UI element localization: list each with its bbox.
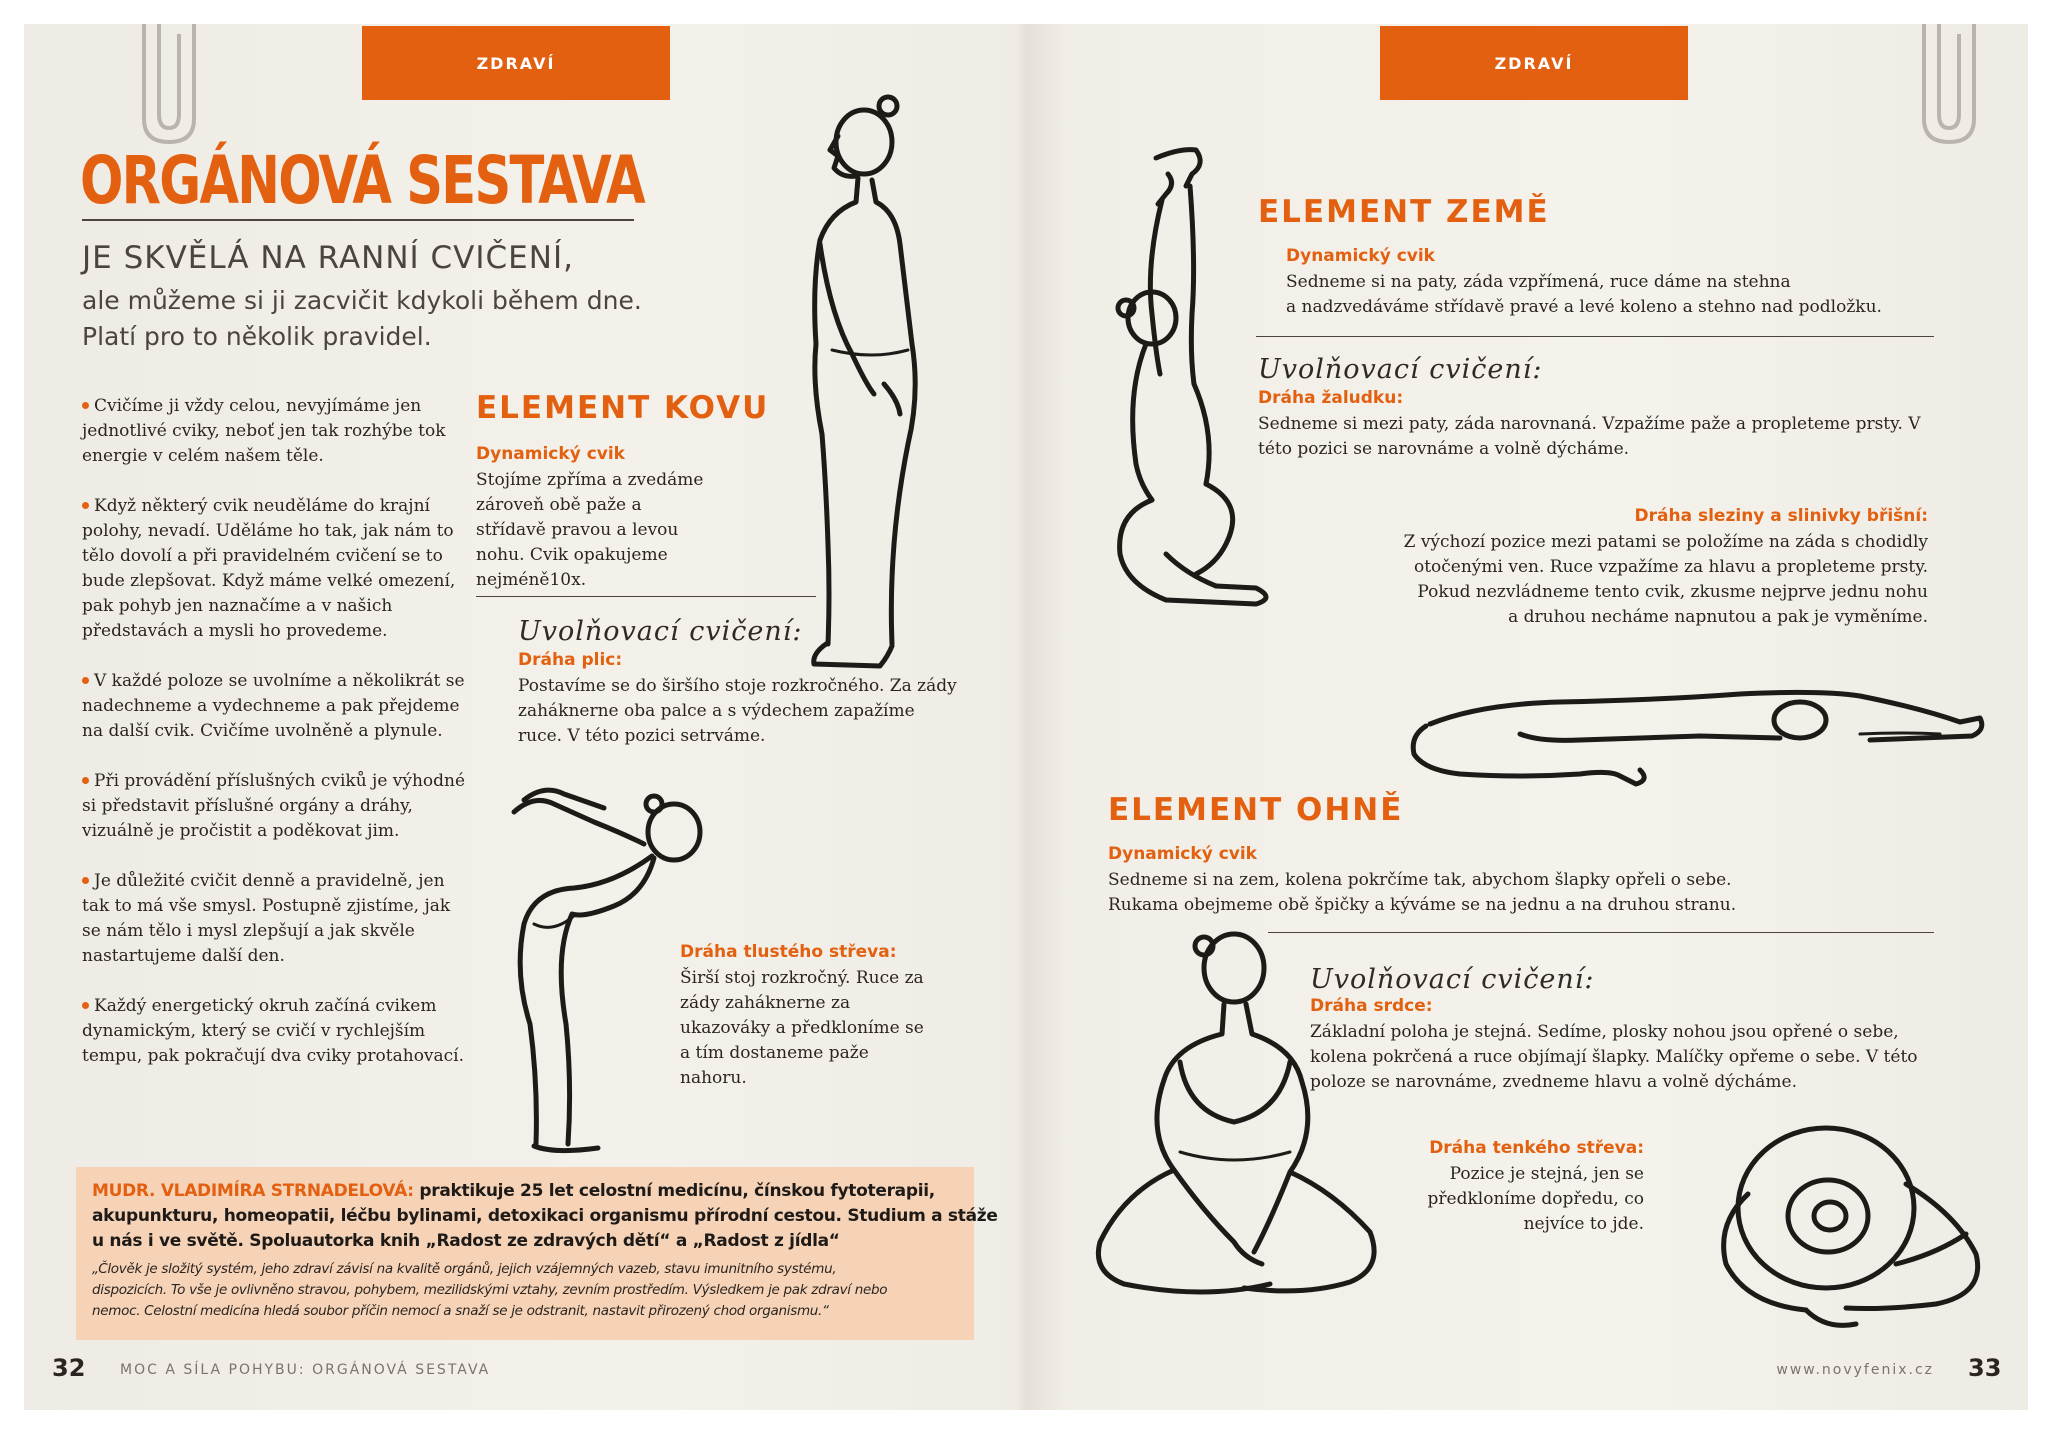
plic-label: Dráha plic: [518,650,623,670]
author-bio-box [76,1167,998,1340]
magazine-spread [24,24,2028,1410]
title-underline [82,219,634,221]
page-title: ORGÁNOVÁ SESTAVA [80,142,644,219]
ohne-dynamic-text-1: Sedneme si na zem, kolena pokrčíme tak, abychom šlapky opřeli o sebe. [1108,870,1732,890]
ohne-dynamic-text-2: Rukama obejmeme obě špičky a kýváme se na jednu a na druhou stranu. [1108,895,1737,915]
zeme-relax-label: Uvolňovací cvičení: [1258,354,1543,385]
rule-item: Každý energetický okruh začíná cvikem dynamickým, který se cvičí v rychlejším tempu, pak pokračují dva cviky protahovací. [82,996,465,1066]
ohne-dynamic-label: Dynamický cvik [1108,844,1257,864]
rule-item: Cvičíme ji vždy celou, nevyjímáme jen jednotlivé cviky, neboť jen tak rozhýbe tok energie v celém našem těle. [82,396,446,466]
kov-dynamic-text: Stojíme zpříma a zvedáme zároveň obě paže a střídavě pravou a levou nohu. Cvik opakujeme nejméně10x. [476,470,704,590]
rule-item: Když některý cvik neuděláme do krajní polohy, nevadí. Uděláme ho tak, jak nám to tělo dovolí a při pravidelném cvičení se to bude zlepšovat. Když máme velké omezení, pak pohyb jen naznačíme a v našich představách a mysli ho provedeme. [82,496,456,641]
element-kovu-heading: ELEMENT KOVU [476,390,770,426]
element-ohne-heading: ELEMENT OHNĚ [1108,792,1404,828]
srdce-text: Základní poloha je stejná. Sedíme, plosky nohou jsou opřené o sebe, kolena pokrčená a ruce objímají šlapky. Malíčky opřeme o sebe. V této poloze se narovnáme, zvedneme hlavu a volně dýcháme. [1310,1022,1918,1092]
paper-clip-left [124,24,234,154]
footer-website: www.novyfenix.cz [1776,1362,1934,1378]
bio-name: MUDR. VLADIMÍRA STRNADELOVÁ: [92,1181,414,1201]
sleziny-label: Dráha sleziny a slinivky břišní: [1634,506,1928,526]
tlusteho-streva-label: Dráha tlustého střeva: [680,942,897,962]
bullet-dot [82,877,89,884]
paper-clip-right [1904,24,2014,154]
forward-bend-figure-illustration [494,764,774,1164]
plic-text: Postavíme se do širšího stoje rozkročného. Za zády zaháknerne oba palce a s výdechem zapažíme ruce. V této pozici setrváme. [518,676,957,746]
zeme-dynamic-label: Dynamický cvik [1286,246,1435,266]
srdce-label: Dráha srdce: [1310,996,1433,1016]
ohne-relax-label: Uvolňovací cvičení: [1310,964,1595,995]
zaludku-text: Sedneme si mezi paty, záda narovnaná. Vzpažíme paže a propleteme prsty. V této pozici se narovnáme a volně dýcháme. [1258,414,1921,459]
kov-dynamic-label: Dynamický cvik [476,444,625,464]
kneeling-arms-up-illustration [1106,134,1316,674]
zeme-divider [1256,336,1934,337]
section-tab-left: ZDRAVÍ [362,26,670,100]
subtitle-caps: JE SKVĚLÁ NA RANNÍ CVIČENÍ, [82,240,574,276]
bullet-dot [82,1002,89,1009]
seated-butterfly-illustration [1084,912,1384,1332]
bullet-dot [82,677,89,684]
rule-item: Při provádění příslušných cviků je výhodné si představit příslušné orgány a dráhy, vizuálně je pročistit a poděkovat jim. [82,771,466,841]
tlusteho-streva-text: Širší stoj rozkročný. Ruce za zády zaháknerne za ukazováky a předkloníme se a tím dostaneme paže nahoru. [680,968,924,1088]
rule-item: Je důležité cvičit denně a pravidelně, jen tak to má vše smysl. Postupně zjistíme, jak se nám tělo i mysl zlepšují a jak skvěle nastartujeme další den. [82,871,451,966]
element-zeme-heading: ELEMENT ZEMĚ [1258,194,1550,230]
page-number-left: 32 [52,1354,86,1382]
rule-item: V každé poloze se uvolníme a několikrát se nadechneme a vydechneme a pak přejdeme na další cvik. Cvičíme uvolněně a plynule. [82,671,465,741]
bullet-dot [82,777,89,784]
zeme-dynamic-text-2: a nadzvedáváme střídavě pravé a levé koleno a stehno nad podložku. [1286,297,1882,317]
tenkeho-streva-text: Pozice je stejná, jen se předkloníme dopředu, co nejvíce to jde. [1427,1164,1644,1234]
page-number-right: 33 [1968,1354,2002,1382]
rules-list [82,394,472,1094]
bullet-dot [82,402,89,409]
footer-section-title: MOC A SÍLA POHYBU: ORGÁNOVÁ SESTAVA [120,1362,491,1378]
bio-quote: „Člověk je složitý systém, jeho zdraví závisí na kvalitě orgánů, jejich vzájemných vazeb, stavu imunitního systému, dispozicích. To vše je ovlivněno stravou, pohybem, mezilidskými vztahy, zevním prostředím. Výsledkem je pak zdraví nebo nemoc. Celostní medicína hledá soubor příčin nemocí a snaží se je odstranit, nastavit přirozený chod organismu.“ [92,1261,888,1319]
sleziny-text: Z výchozí pozice mezi patami se položíme na záda s chodidly otočenými ven. Ruce vzpažíme za hlavu a propleteme prsty. Pokud nezvládneme tento cvik, zkusme nejprve jednu nohu a druhou necháme napnutou a pak je vyměníme. [1403,532,1928,627]
section-tab-right: ZDRAVÍ [1380,26,1688,100]
subtitle-line-3: Platí pro to několik pravidel. [82,322,432,351]
kov-relax-label: Uvolňovací cvičení: [518,616,803,647]
zaludku-label: Dráha žaludku: [1258,388,1404,408]
zeme-dynamic-text-1: Sedneme si na paty, záda vzpřímená, ruce dáme na stehna [1286,272,1791,292]
tenkeho-streva-label: Dráha tenkého střeva: [1429,1138,1644,1158]
curled-forward-fold-illustration [1696,1104,2016,1354]
standing-figure-illustration [772,84,972,704]
kov-divider [476,596,816,597]
subtitle-line-2: ale můžeme si ji zacvičit kdykoli během dne. [82,286,642,315]
bio-text: MUDR. VLADIMÍRA STRNADELOVÁ: praktikuje 25 let celostní medicínu, čínskou fytoterapii, akupunkturu, homeopatii, léčbu bylinami, detoxikaci organismu přírodní cestou. Studium a stáže u nás i ve světě. Spoluautorka knih „Radost ze zdravých dětí“ a „Radost z jídla“ [92,1181,998,1251]
lying-figure-illustration [1400,674,2000,804]
bullet-dot [82,502,89,509]
